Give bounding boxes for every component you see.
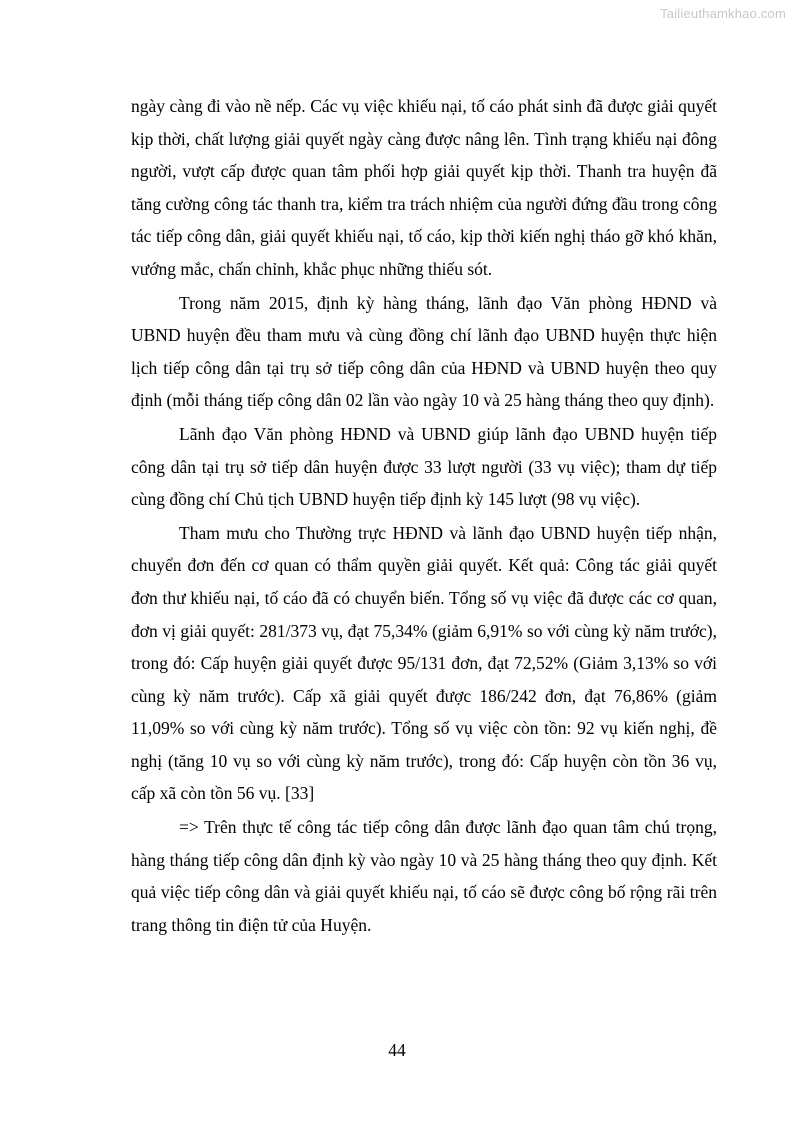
paragraph-leadership-reception: Lãnh đạo Văn phòng HĐND và UBND giúp lãnh đạo UBND huyện tiếp công dân tại trụ sở tiếp dân huyện được 33 lượt người (33 vụ việc); tham dự tiếp cùng đồng chí Chủ tịch UBND huyện tiếp định kỳ 145 lượt (98 vụ việc). xyxy=(131,423,717,510)
paragraph-conclusion: => Trên thực tế công tác tiếp công dân được lãnh đạo quan tâm chú trọng, hàng tháng tiếp công dân định kỳ vào ngày 10 và 25 hàng tháng theo quy định. Kết quả việc tiếp công dân và giải quyết khiếu nại, tố cáo sẽ được công bố rộng rãi trên trang thông tin điện tử của Huyện. xyxy=(131,817,717,935)
paragraph-continuation: ngày càng đi vào nề nếp. Các vụ việc khiếu nại, tố cáo phát sinh đã được giải quyết kịp thời, chất lượng giải quyết ngày càng được nâng lên. Tình trạng khiếu nại đông người, vượt cấp được quan tâm phối hợp giải quyết kịp thời. Thanh tra huyện đã tăng cường công tác thanh tra, kiểm tra trách nhiệm của người đứng đầu trong công tác tiếp công dân, giải quyết khiếu nại, tố cáo, kịp thời kiến nghị tháo gỡ khó khăn, vướng mắc, chấn chỉnh, khắc phục những thiếu sót. xyxy=(131,96,717,279)
paragraph-2015-schedule: Trong năm 2015, định kỳ hàng tháng, lãnh đạo Văn phòng HĐND và UBND huyện đều tham mưu và cùng đồng chí lãnh đạo UBND huyện thực hiện lịch tiếp công dân tại trụ sở tiếp công dân của HĐND và UBND huyện theo quy định (mỗi tháng tiếp công dân 02 lần vào ngày 10 và 25 hàng tháng theo quy định). xyxy=(131,292,717,411)
page-number: 44 xyxy=(388,1040,406,1060)
paragraph-complaint-results: Tham mưu cho Thường trực HĐND và lãnh đạo UBND huyện tiếp nhận, chuyển đơn đến cơ quan có thẩm quyền giải quyết. Kết quả: Công tác giải quyết đơn thư khiếu nại, tố cáo đã có chuyển biến. Tổng số vụ việc đã được các cơ quan, đơn vị giải quyết: 281/373 vụ, đạt 75,34% (giảm 6,91% so với cùng kỳ năm trước), trong đó: Cấp huyện giải quyết được 95/131 đơn, đạt 72,52% (Giảm 3,13% so với cùng kỳ năm trước). Cấp xã giải quyết được 186/242 đơn, đạt 76,86% (giảm 11,09% so với cùng kỳ năm trước). Tổng số vụ việc còn tồn: 92 vụ kiến nghị, đề nghị (tăng 10 vụ so với cùng kỳ năm trước), trong đó: Cấp huyện còn tồn 36 vụ, cấp xã còn tồn 56 vụ. [33] xyxy=(131,522,717,804)
watermark-text: Tailieuthamkhao.com xyxy=(660,6,786,21)
document-body xyxy=(131,90,717,942)
